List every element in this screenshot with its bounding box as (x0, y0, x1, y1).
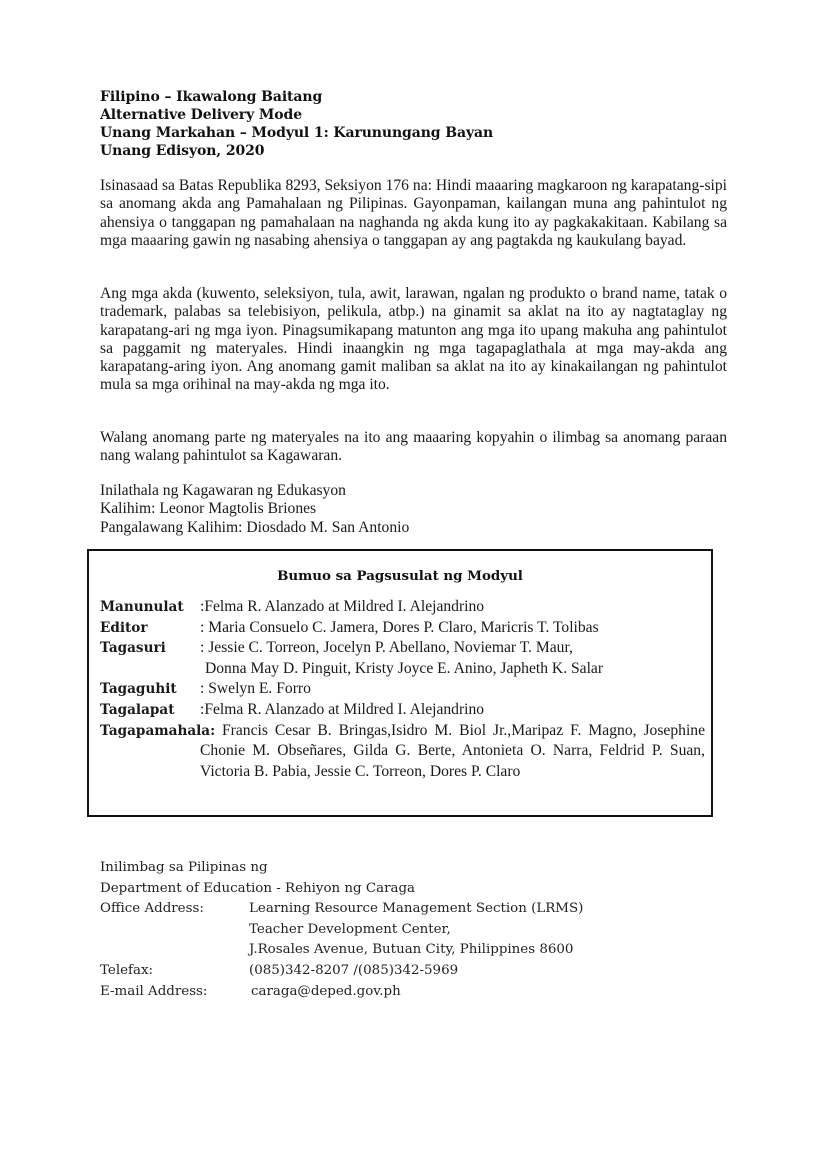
spacer (100, 920, 249, 941)
credit-value: : Maria Consuelo C. Jamera, Dores P. Claro, Maricris T. Tolibas (200, 618, 599, 636)
credit-label: Tagalapat (100, 701, 175, 718)
document-header (100, 88, 493, 160)
credit-row-illustrator (100, 679, 705, 700)
credit-row-layout-artist (100, 700, 705, 721)
office-address-line2: Teacher Development Center, (249, 921, 451, 937)
email-row (100, 982, 583, 1003)
development-team-box (87, 549, 713, 817)
publisher-info (100, 482, 409, 537)
office-address-row-2 (100, 920, 583, 941)
office-address-label: Office Address: (100, 901, 204, 917)
credit-row-reviewer (100, 638, 705, 679)
printed-in: Inilimbag sa Pilipinas ng (100, 860, 268, 875)
credit-row-editor (100, 618, 705, 639)
credit-value-continued: Donna May D. Pinguit, Kristy Joyce E. Anino, Japheth K. Salar (205, 659, 604, 677)
office-address-line1: Learning Resource Management Section (LRMS) (249, 901, 584, 917)
credit-value: :Felma R. Alanzado at Mildred I. Alejandrino (200, 700, 485, 718)
email-label: E-mail Address: (100, 983, 208, 999)
copyright-law-paragraph: Isinasaad sa Batas Republika 8293, Seksiyon 176 na: Hindi maaaring magkaroon ng karapatang-sipi sa anomang akda ang Pamahalaan ng Pilipinas. Gayonpaman, kailangan muna ang pahintulot ng ahensiya o tanggapan ng pamahalaan na naghanda ng akda kung ito ay pagkakakitaan. Kabilang sa mga maaaring gawin ng nasabing ahensiya o tanggapan ay ang pagtakda ng kaukulang bayad. (100, 177, 727, 249)
credit-label: Tagapamahala: (100, 722, 216, 739)
secretary: Kalihim: Leonor Magtolis Briones (100, 500, 317, 518)
credit-value: :Felma R. Alanzado at Mildred I. Alejandrino (200, 598, 485, 615)
email-value: caraga@deped.gov.ph (251, 983, 401, 999)
credit-value: : Jessie C. Torreon, Jocelyn P. Abellano, Noviemar T. Maur, (200, 639, 573, 657)
spacer (100, 940, 249, 961)
credit-value: : Swelyn E. Forro (200, 680, 311, 698)
quarter-module-title: Unang Markahan – Modyul 1: Karunungang Bayan (100, 125, 494, 141)
credit-label: Tagaguhit (100, 681, 177, 698)
credit-value: Francis Cesar B. Bringas,Isidro M. Biol Jr.,Maripaz F. Magno, Josephine Chonie M. Obseñares, Gilda G. Berte, Antonieta O. Narra, Feldrid P. Suan, Victoria B. Pabia, Jessie C. Torreon, Dores P. Claro (200, 721, 705, 780)
telefax-row (100, 961, 583, 982)
published-by: Inilathala ng Kagawaran ng Edukasyon (100, 482, 346, 499)
borrowed-materials-paragraph: Ang mga akda (kuwento, seleksiyon, tula, awit, larawan, ngalan ng produkto o brand name, tatak o trademark, palabas sa telebisiyon, pelikula, atbp.) na ginamit sa aklat na ito ay nagtataglay ng karapatang-ari ng mga iyon. Pinagsumikapang matunton ang mga ito upang makuha ang pahintulot sa paggamit ng materyales. Hindi inaangkin ng mga tagapaglathala at mga may-akda ang karapatang-aring iyon. Ang anomang gamit maliban sa aklat na ito ay kinakailangan ng pahintulot mula sa mga orihinal na may-akda ng mga ito. (100, 285, 727, 394)
credits-list (100, 597, 705, 782)
office-address-row (100, 899, 583, 920)
office-address-line3: J.Rosales Avenue, Butuan City, Philippines 8600 (249, 942, 574, 958)
credit-row-writer (100, 597, 705, 618)
credit-label: Tagasuri (100, 640, 166, 657)
edition: Unang Edisyon, 2020 (100, 143, 265, 159)
telefax-value: (085)342-8207 /(085)342-5969 (249, 962, 459, 978)
reproduction-paragraph: Walang anomang parte ng materyales na ito ang maaaring kopyahin o ilimbag sa anomang paraan nang walang pahintulot sa Kagawaran. (100, 429, 727, 465)
credit-label: Editor (100, 619, 148, 636)
telefax-label: Telefax: (100, 962, 154, 978)
undersecretary: Pangalawang Kalihim: Diosdado M. San Antonio (100, 518, 410, 536)
development-team-title: Bumuo sa Pagsusulat ng Modyul (277, 568, 523, 584)
printing-info (100, 858, 583, 1002)
office-address-row-3 (100, 940, 583, 961)
credit-label: Manunulat (100, 599, 184, 615)
credit-row-management (100, 721, 705, 783)
department-region: Department of Education - Rehiyon ng Caraga (100, 880, 416, 896)
delivery-mode: Alternative Delivery Mode (100, 107, 303, 123)
subject-grade: Filipino – Ikawalong Baitang (100, 89, 323, 105)
